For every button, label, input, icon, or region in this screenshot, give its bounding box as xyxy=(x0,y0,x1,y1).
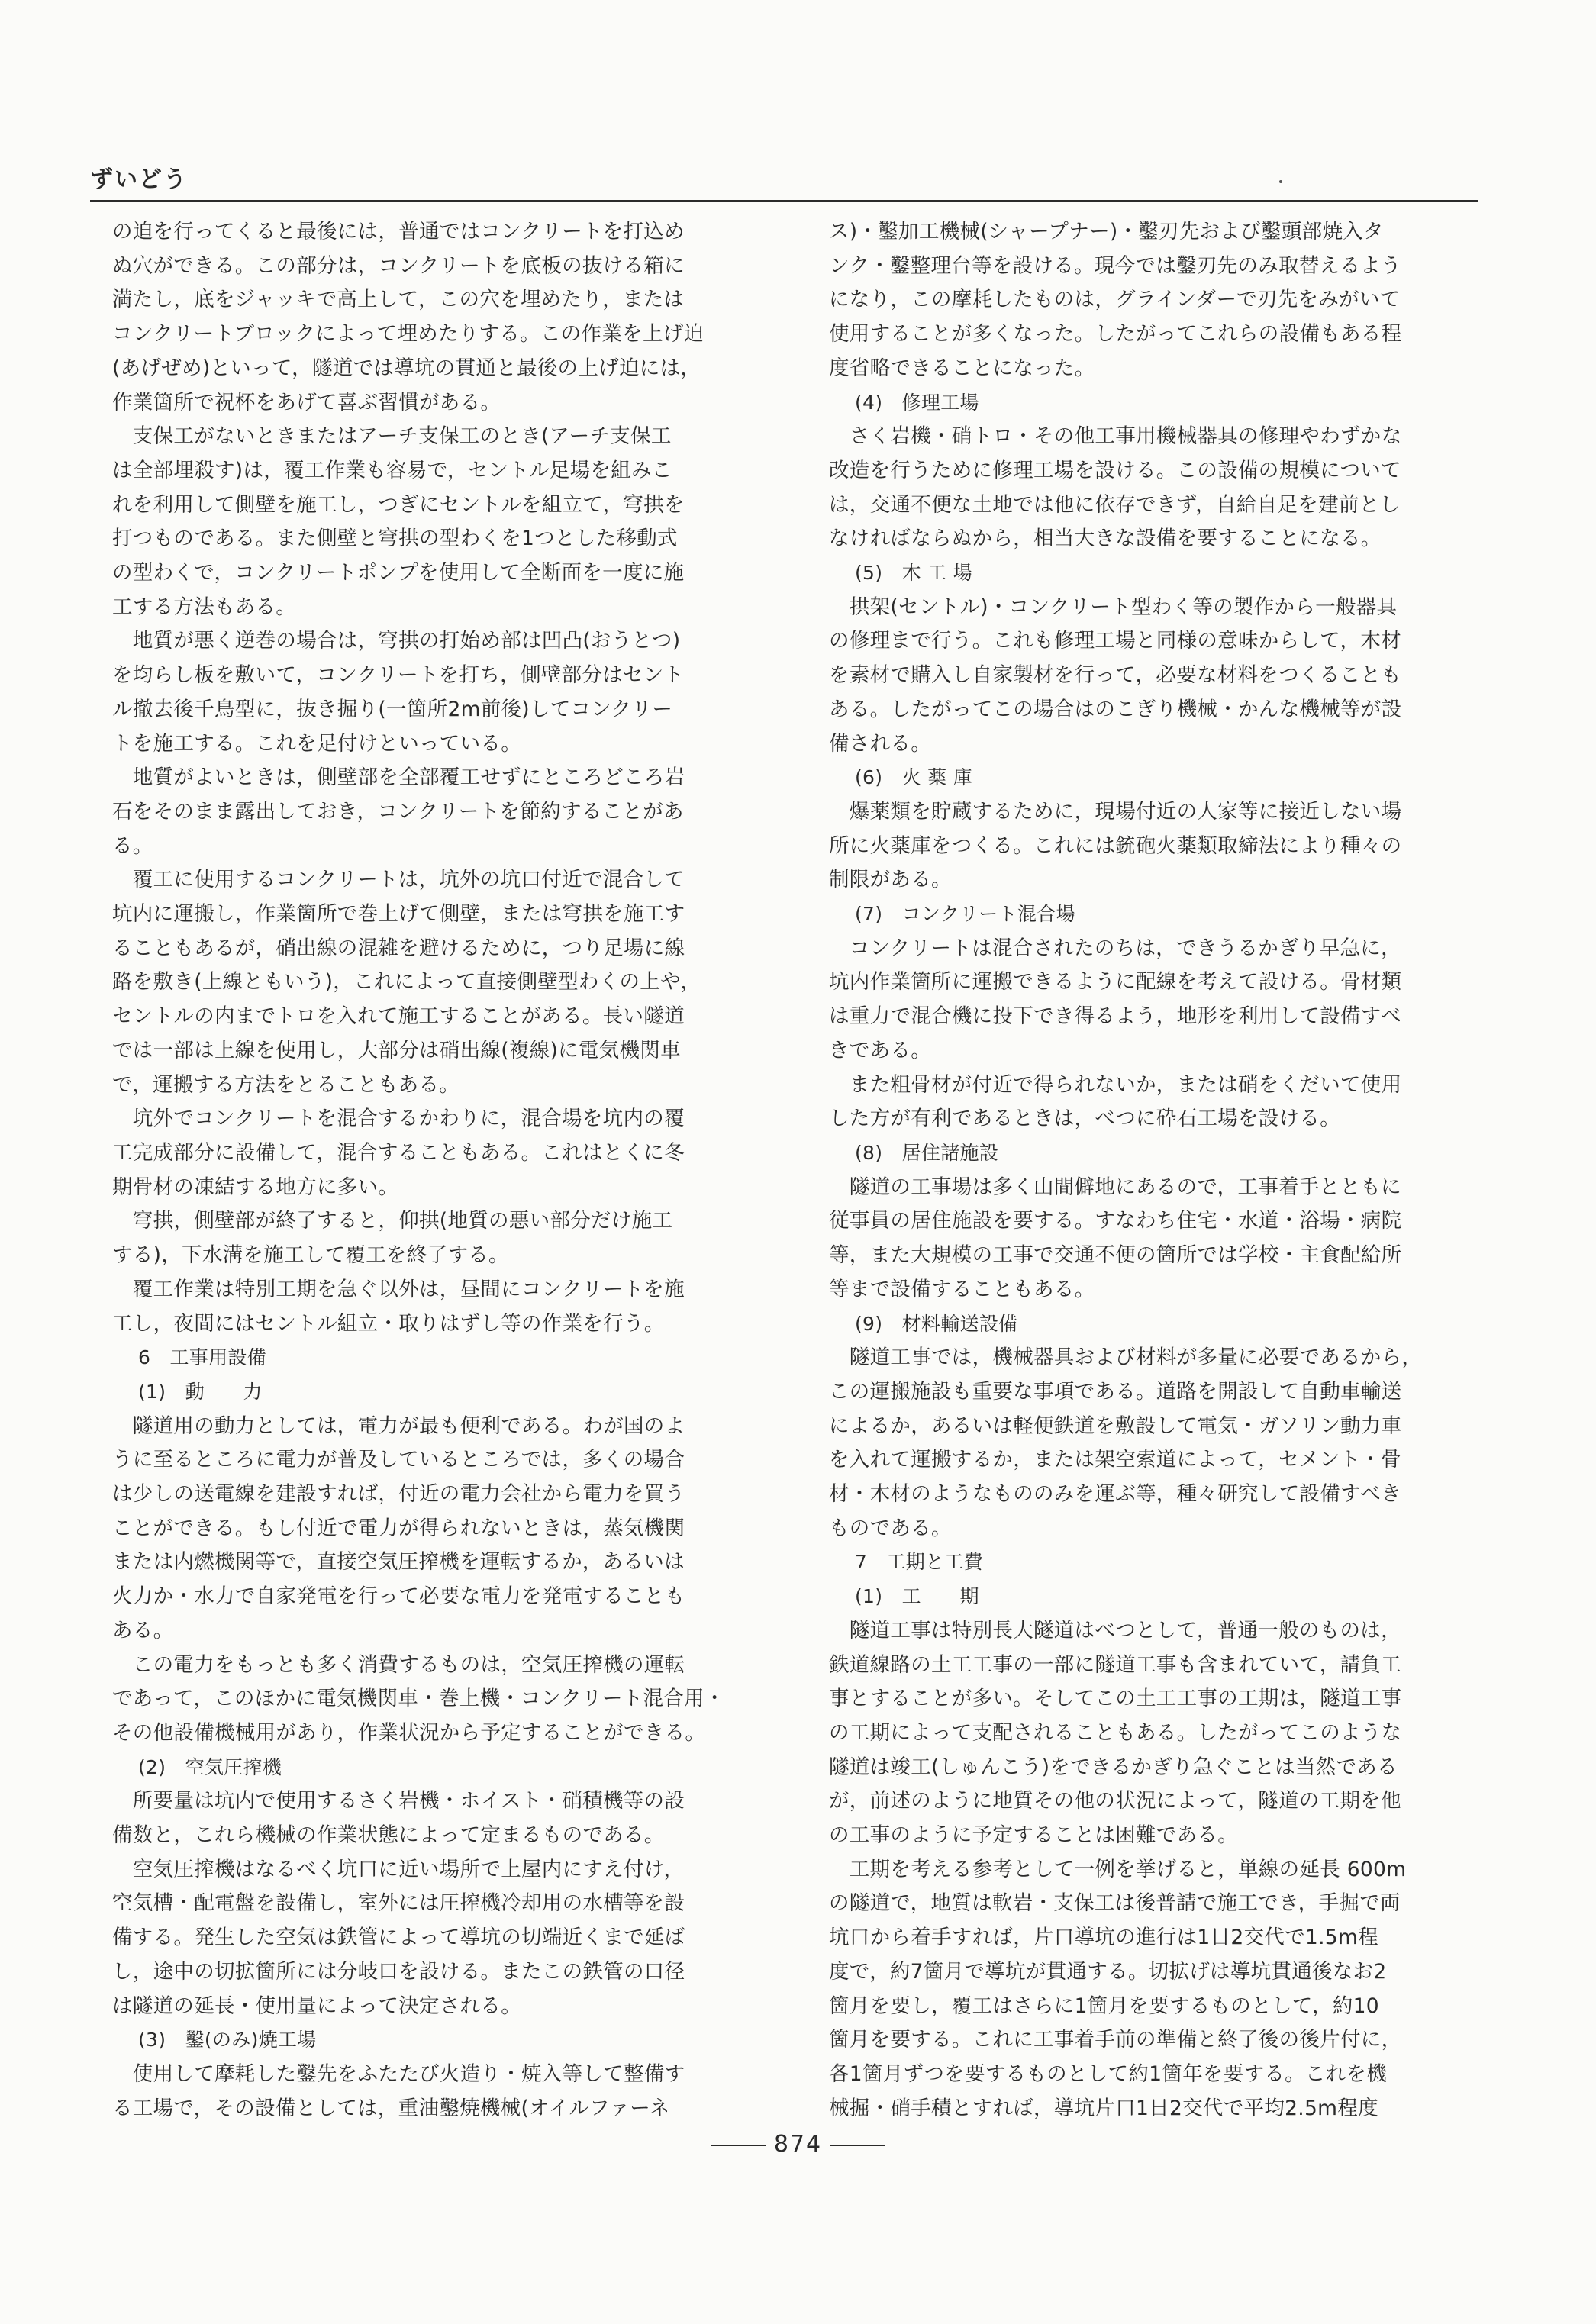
page-number: 874 xyxy=(773,2131,823,2158)
paragraph: また粗骨材が付近で得られないか，または硝をくだいて使用 した方が有利であるときは，べつに砕石工場を設ける。 xyxy=(829,1072,1402,1131)
paragraph: 使用して摩耗した鑿先をふたたび火造り・焼入等して整備す る工場で，その設備としては，重油鑿焼機械(オイルファーネ xyxy=(112,2061,685,2120)
paragraph: の迫を行ってくると最後には，普通ではコンクリートを打込め ぬ穴ができる。この部分は，コンクリートを底板の抜ける箱に 満たし，底をジャッキで高上して，この穴を埋めたり，または コンクリートブロックによって埋めたりする。この作業を上げ迫 (あげぜめ)といって，隧道では導坑の貫通と最後の上げ迫には， 作業箇所で祝杯をあげて喜ぶ習慣がある。 xyxy=(112,220,704,414)
paragraph: さく岩機・硝トロ・その他工事用機械器具の修理やわずかな 改造を行うために修理工場を設ける。この設備の規模について は，交通不便な土地では他に依存できず，自給自足を建前とし なければならぬから，相当大きな設備を要することになる。 xyxy=(829,424,1402,551)
paragraph: 空気圧搾機はなるべく坑口に近い場所で上屋内にすえ付け， 空気槽・配電盤を設備し，室外には圧搾機冷却用の水槽等を設 備する。発生した空気は鉄管によって導坑の切端近くまで延ば し，途中の切拡箇所には分岐口を設ける。またこの鉄管の口径 は隧道の延長・使用量によって決定される。 xyxy=(112,1857,685,2018)
paragraph: 地質が悪く逆巻の場合は，穹拱の打始め部は凹凸(おうとつ) を均らし板を敷いて，コンクリートを打ち，側壁部分はセント ル撤去後千鳥型に，抜き掘り(一箇所2m前後)してコンクリー トを施工する。これを足付けといっている。 xyxy=(112,629,685,756)
section-heading: (4) 修理工場 xyxy=(855,391,979,414)
paragraph: コンクリートは混合されたのちは，できうるかぎり早急に， 坑内作業箇所に運搬できるように配線を考えて設ける。骨材類 は重力で混合機に投下でき得るよう，地形を利用して設備すべ きである。 xyxy=(829,936,1402,1062)
paragraph: 坑外でコンクリートを混合するかわりに，混合場を坑内の覆 工完成部分に設備して，混合することもある。これはとくに冬 期骨材の凍結する地方に多い。 xyxy=(112,1107,685,1199)
page-number-dash-right xyxy=(830,2145,885,2146)
paragraph: この電力をもっとも多く消費するものは，空気圧搾機の運転 であって，このほかに電気機関車・巻上機・コンクリート混合用・ その他設備機械用があり，作業状況から予定することができる。 xyxy=(112,1652,725,1745)
running-head: ずいどう xyxy=(90,166,188,193)
paragraph: 所要量は坑内で使用するさく岩機・ホイスト・硝積機等の設 備数と，これら機械の作業状態によって定まるものである。 xyxy=(112,1789,685,1848)
section-heading: (9) 材料輸送設備 xyxy=(855,1312,1018,1335)
section-heading: (5) 木 工 場 xyxy=(855,562,973,585)
section-heading: 7 工期と工費 xyxy=(855,1551,984,1574)
paragraph: 拱架(セントル)・コンクリート型わく等の製作から一般器具 の修理まで行う。これも修理工場と同様の意味からして，木材 を素材で購入し自家製材を行って，必要な材料をつくることも ある。したがってこの場合はのこぎり機械・かんな機械等が設 備される。 xyxy=(829,595,1402,756)
paragraph: 隧道工事では，機械器具および材料が多量に必要であるから， この運搬施設も重要な事項である。道路を開設して自動車輸送 によるか，あるいは軽便鉄道を敷設して電気・ガソリン動力車 を入れて運搬するか，または架空索道によって，セメント・骨 材・木材のようなもののみを運ぶ等，種々研究して設備すべき ものである。 xyxy=(829,1346,1423,1540)
section-heading: (2) 空気圧搾機 xyxy=(138,1755,282,1778)
paragraph: 爆薬類を貯蔵するために，現場付近の人家等に接近しない場 所に火薬庫をつくる。これには銃砲火薬類取締法により種々の 制限がある。 xyxy=(829,799,1402,892)
paragraph: 支保工がないときまたはアーチ支保工のとき(アーチ支保工 は全部埋殺す)は，覆工作業も容易で，セントル足場を組みこ れを利用して側壁を施工し，つぎにセントルを組立て，穹拱を 打つものである。また側壁と穹拱の型わくを1つとした移動式 の型わくで，コンクリートポンプを使用して全断面を一度に施 工する方法もある。 xyxy=(112,424,685,619)
section-heading: (1) 動 力 xyxy=(138,1380,263,1403)
paragraph: 隧道用の動力としては，電力が最も便利である。わが国のよ うに至るところに電力が普及しているところでは，多くの場合 は少しの送電線を建設すれば，付近の電力会社から電力を買う ことができる。もし付近で電力が得られないときは，蒸気機関 または内燃機関等で，直接空気圧搾機を運転するか，あるいは 火力か・水力で自家発電を行って必要な電力を発電することも ある。 xyxy=(112,1413,685,1642)
paragraph: 工期を考える参考として一例を挙げると，単線の延長 600m の隧道で，地質は軟岩・支保工は後普請で施工でき，手掘で両 坑口から着手すれば，片口導坑の進行は1日2交代で1.5m程 度で，約7箇月で導坑が貫通する。切拡げは導坑貫通後なお2 箇月を要し，覆工はさらに1箇月を要するものとして，約10 箇月を要する。これに工事着手前の準備と終了後の後片付に， 各1箇月ずつを要するものとして約1箇年を要する。これを機 械掘・硝手積とすれば，導坑片口1日2交代で平均2.5m程度 xyxy=(829,1857,1407,2120)
paragraph: 地質がよいときは，側壁部を全部覆工せずにところどころ岩 石をそのまま露出しておき，コンクリートを節約することがあ る。 xyxy=(112,766,685,858)
section-heading: (1) 工 期 xyxy=(855,1585,979,1608)
page-number-footer xyxy=(0,2131,1596,2158)
paragraph: ス)・鑿加工機械(シャープナー)・鑿刃先および鑿頭部焼入タ ンク・鑿整理台等を設ける。現今では鑿刃先のみ取替えるよう になり，この摩耗したものは，グラインダーで刃先をみがいて 使用することが多くなった。したがってこれらの設備もある程 度省略できることになった。 xyxy=(829,220,1402,380)
section-heading: (3) 鑿(のみ)焼工場 xyxy=(138,2029,317,2052)
paragraph: 覆工に使用するコンクリートは，坑外の坑口付近で混合して 坑内に運搬し，作業箇所で巻上げて側壁，または穹拱を施工す ることもあるが，硝出線の混雑を避けるために，つり足場に線 路を敷き(上線ともいう)，これによって直接側壁型わくの上や， セントルの内までトロを入れて施工することがある。長い隧道 では一部は上線を使用し，大部分は硝出線(複線)に電気機関車 で，運搬する方法をとることもある。 xyxy=(112,868,701,1097)
section-heading: 6 工事用設備 xyxy=(138,1346,267,1369)
header-dot xyxy=(1279,180,1282,183)
right-column xyxy=(829,215,1485,2126)
left-column xyxy=(112,215,799,2126)
header-rule xyxy=(90,200,1478,202)
section-heading: (6) 火 薬 庫 xyxy=(855,766,973,789)
paragraph: 穹拱，側壁部が終了すると，仰拱(地質の悪い部分だけ施工 する)，下水溝を施工して覆工を終了する。 xyxy=(112,1209,673,1268)
section-heading: (8) 居住諸施設 xyxy=(855,1141,999,1164)
paragraph: 隧道の工事場は多く山間僻地にあるので，工事着手とともに 従事員の居住施設を要する。すなわち住宅・水道・浴場・病院 等，また大規模の工事で交通不便の箇所では学校・主食配給所 等まで設備することもある。 xyxy=(829,1175,1402,1301)
page-number-dash-left xyxy=(711,2145,766,2146)
paragraph: 隧道工事は特別長大隧道はべつとして，普通一般のものは， 鉄道線路の土工工事の一部に隧道工事も含まれていて，請負工 事とすることが多い。そしてこの土工工事の工期は，隧道工事 の工期によって支配されることもある。したがってこのような 隧道は竣工(しゅんこう)をできるかぎり急ぐことは当然である が，前述のように地質その他の状況によって，隧道の工期を他 の工事のように予定することは困難である。 xyxy=(829,1618,1402,1848)
paragraph: 覆工作業は特別工期を急ぐ以外は，昼間にコンクリートを施 工し，夜間にはセントル組立・取りはずし等の作業を行う。 xyxy=(112,1277,685,1336)
section-heading: (7) コンクリート混合場 xyxy=(855,903,1075,926)
